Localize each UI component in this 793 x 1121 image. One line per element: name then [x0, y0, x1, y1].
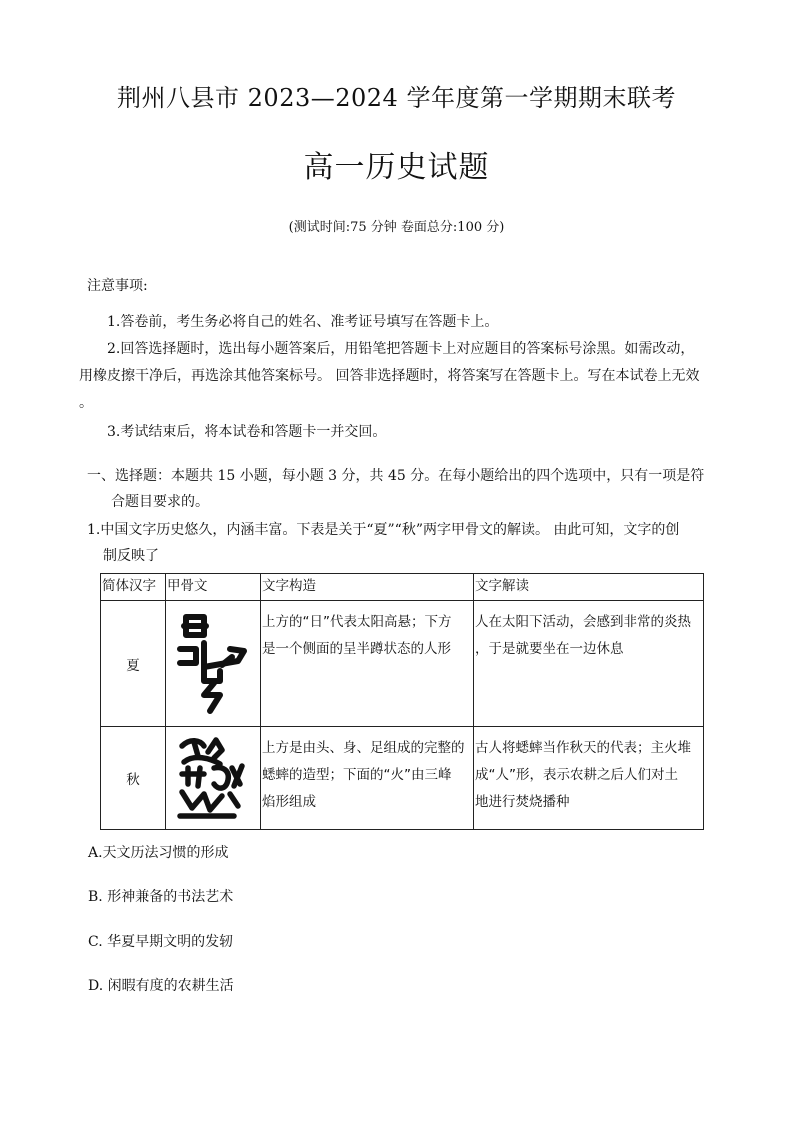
table-header-cell: 甲骨文 — [166, 574, 261, 601]
oracle-bone-xia-icon — [166, 601, 261, 727]
table-cell-structure — [261, 727, 474, 830]
oracle-bone-qiu-icon — [166, 727, 261, 830]
table-row — [101, 727, 704, 830]
table-row — [101, 601, 704, 727]
section-1-heading: 一、选择题：本题共 15 小题，每小题 3 分，共 45 分。在每小题给出的四个选项中，只有一项是符 — [87, 468, 705, 484]
interpretation-text: ，于是就要坐在一边休息 — [475, 641, 624, 657]
exam-title: 荆州八县市 2023—2024 学年度第一学期期末联考 — [117, 84, 676, 112]
notice-heading: 注意事项: — [87, 278, 148, 294]
structure-text: 上方是由头、身、足组成的完整的 — [262, 740, 465, 756]
notice-item-2-line-3: 。 — [79, 395, 93, 411]
table-header-cell: 文字构造 — [261, 574, 474, 601]
table-cell-char: 夏 — [101, 601, 166, 727]
structure-text: 焰形组成 — [262, 794, 316, 810]
interpretation-text: 成“人”形，表示农耕之后人们对土 — [475, 767, 678, 783]
notice-item-2-line-2: 用橡皮擦干净后，再选涂其他答案标号。 回答非选择题时，将答案写在答题卡上。写在本试卷上无效 — [79, 368, 700, 384]
section-1-heading-cont: 合题目要求的。 — [111, 494, 209, 510]
question-1-stem-cont: 制反映了 — [103, 548, 159, 564]
question-1-stem: 1.中国文字历史悠久，内涵丰富。下表是关于“夏”“秋”两字甲骨文的解读。 由此可知，文字的创 — [87, 522, 680, 538]
option-a[interactable]: A.天文历法习惯的形成 — [88, 845, 229, 861]
table-header-cell: 简体汉字 — [101, 574, 166, 601]
notice-item-1: 1.答卷前，考生务必将自己的姓名、准考证号填写在答题卡上。 — [107, 314, 499, 330]
table-cell-char: 秋 — [101, 727, 166, 830]
table-header-cell: 文字解读 — [474, 574, 704, 601]
notice-item-3: 3.考试结束后，将本试卷和答题卡一并交回。 — [107, 424, 387, 440]
structure-text: 上方的“日”代表太阳高悬；下方 — [262, 614, 452, 630]
option-b[interactable]: B. 形神兼备的书法艺术 — [88, 889, 234, 905]
question-1-table — [100, 573, 704, 830]
table-cell-interpretation — [474, 727, 704, 830]
table-cell-interpretation — [474, 601, 704, 727]
exam-meta: (测试时间:75 分钟 卷面总分:100 分) — [288, 220, 505, 235]
structure-text: 蟋蟀的造型；下面的“火”由三峰 — [262, 767, 452, 783]
option-d[interactable]: D. 闲暇有度的农耕生活 — [88, 978, 234, 994]
table-cell-structure — [261, 601, 474, 727]
subject-title: 高一历史试题 — [303, 150, 490, 185]
structure-text: 是一个侧面的呈半蹲状态的人形 — [262, 641, 451, 657]
interpretation-text: 人在太阳下活动，会感到非常的炎热 — [475, 614, 691, 630]
option-c[interactable]: C. 华夏早期文明的发轫 — [88, 934, 234, 950]
interpretation-text: 地进行焚烧播种 — [475, 794, 570, 810]
interpretation-text: 古人将蟋蟀当作秋天的代表；主火堆 — [475, 740, 691, 756]
table-header-row — [101, 574, 704, 601]
notice-item-2-line-1: 2.回答选择题时，选出每小题答案后，用铅笔把答题卡上对应题目的答案标号涂黑。如需改动， — [107, 341, 695, 357]
